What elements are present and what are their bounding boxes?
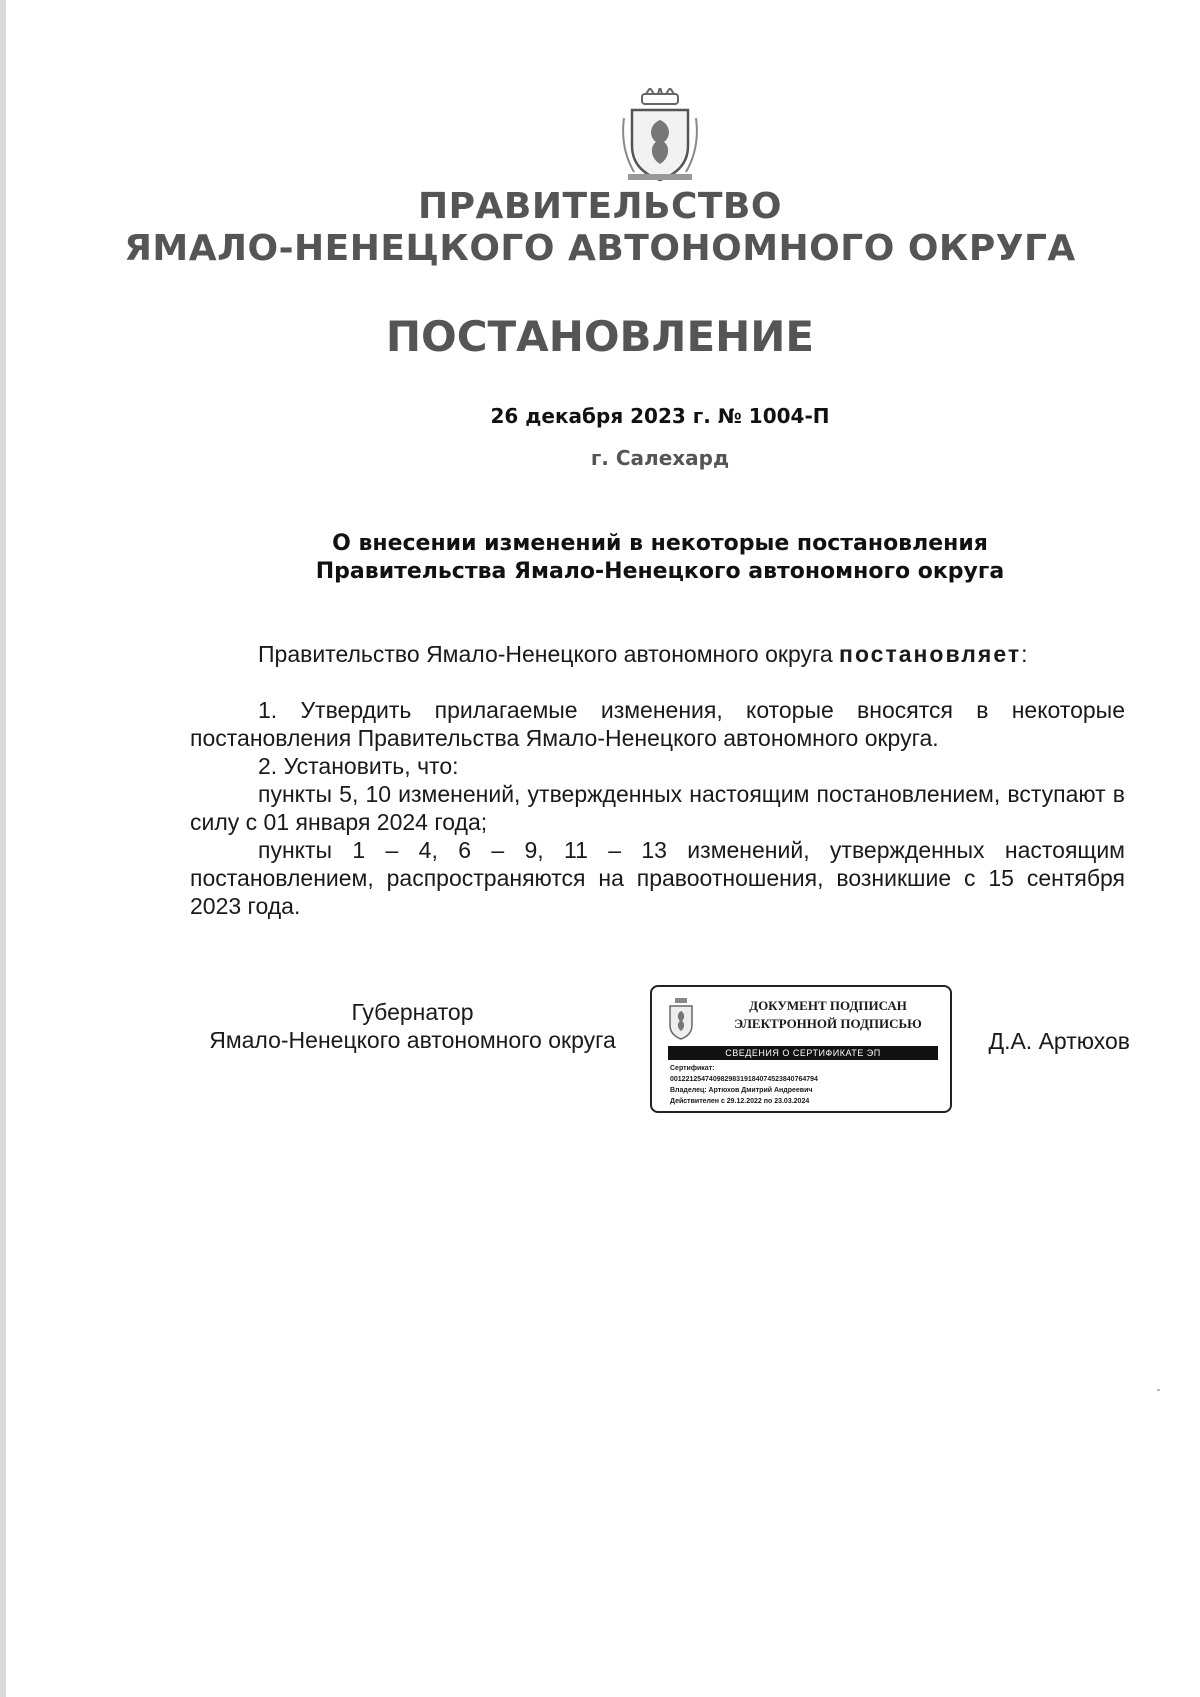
city: г. Салехард [590,446,730,470]
subject-line1: О внесении изменений в некоторые постановления [332,531,988,556]
stamp-cert-label: Сертификат: [670,1065,715,1072]
stamp-cert-header: СВЕДЕНИЯ О СЕРТИФИКАТЕ ЭП [668,1046,938,1060]
item-2b: пункты 1 – 4, 6 – 9, 11 – 13 изменений, утвержденных настоящим постановлением, распространяются на правоотношения, возникшие с 15 сентября 2023 года. [190,837,1125,919]
stamp-owner: Владелец: Артюхов Дмитрий Андреевич [670,1087,813,1094]
position-line1: Губернатор [351,999,474,1025]
date-number: 26 декабря 2023 г. № 1004-П [490,404,830,428]
position-line2: Ямало-Ненецкого автономного округа [209,1027,616,1053]
stamp-title [710,997,946,1033]
item-2: 2. Установить, что: [258,753,459,779]
stamp-cert-value: 00122125474098298319184074523840764794 [670,1076,818,1083]
stamp-title-line2: ЭЛЕКТРОННОЙ ПОДПИСЬЮ [734,1016,922,1031]
org-name-line1: ПРАВИТЕЛЬСТВО [418,186,782,227]
stamp-title-line1: ДОКУМЕНТ ПОДПИСАН [749,998,907,1013]
preamble-text: Правительство Ямало-Ненецкого автономного округа [258,641,833,667]
subject-line2: Правительства Ямало-Ненецкого автономного округа [315,559,1005,584]
item-2a: пункты 5, 10 изменений, утвержденных настоящим постановлением, вступают в силу с 01 января 2024 года; [190,781,1125,835]
coat-of-arms-icon [620,88,700,184]
signatory-position [185,998,640,1054]
org-name-line2: ЯМАЛО-НЕНЕЦКОГО АВТОНОМНОГО ОКРУГА [124,228,1076,269]
item-1: 1. Утвердить прилагаемые изменения, которые вносятся в некоторые постановления Правительства Ямало-Ненецкого автономного округа. [190,697,1125,751]
doc-type-title: ПОСТАНОВЛЕНИЕ [385,312,815,361]
preamble [190,640,1125,668]
e-signature-stamp [650,985,952,1113]
stamp-cert-info [670,1063,945,1107]
signatory-name: Д.А. Артюхов [988,1028,1130,1054]
preamble-keyword: постановляет [839,641,1022,667]
stamp-emblem-icon [666,997,696,1041]
scan-artifact [1157,1389,1160,1391]
preamble-end: : [1021,641,1028,667]
stamp-validity: Действителен с 29.12.2022 по 23.03.2024 [670,1098,810,1105]
